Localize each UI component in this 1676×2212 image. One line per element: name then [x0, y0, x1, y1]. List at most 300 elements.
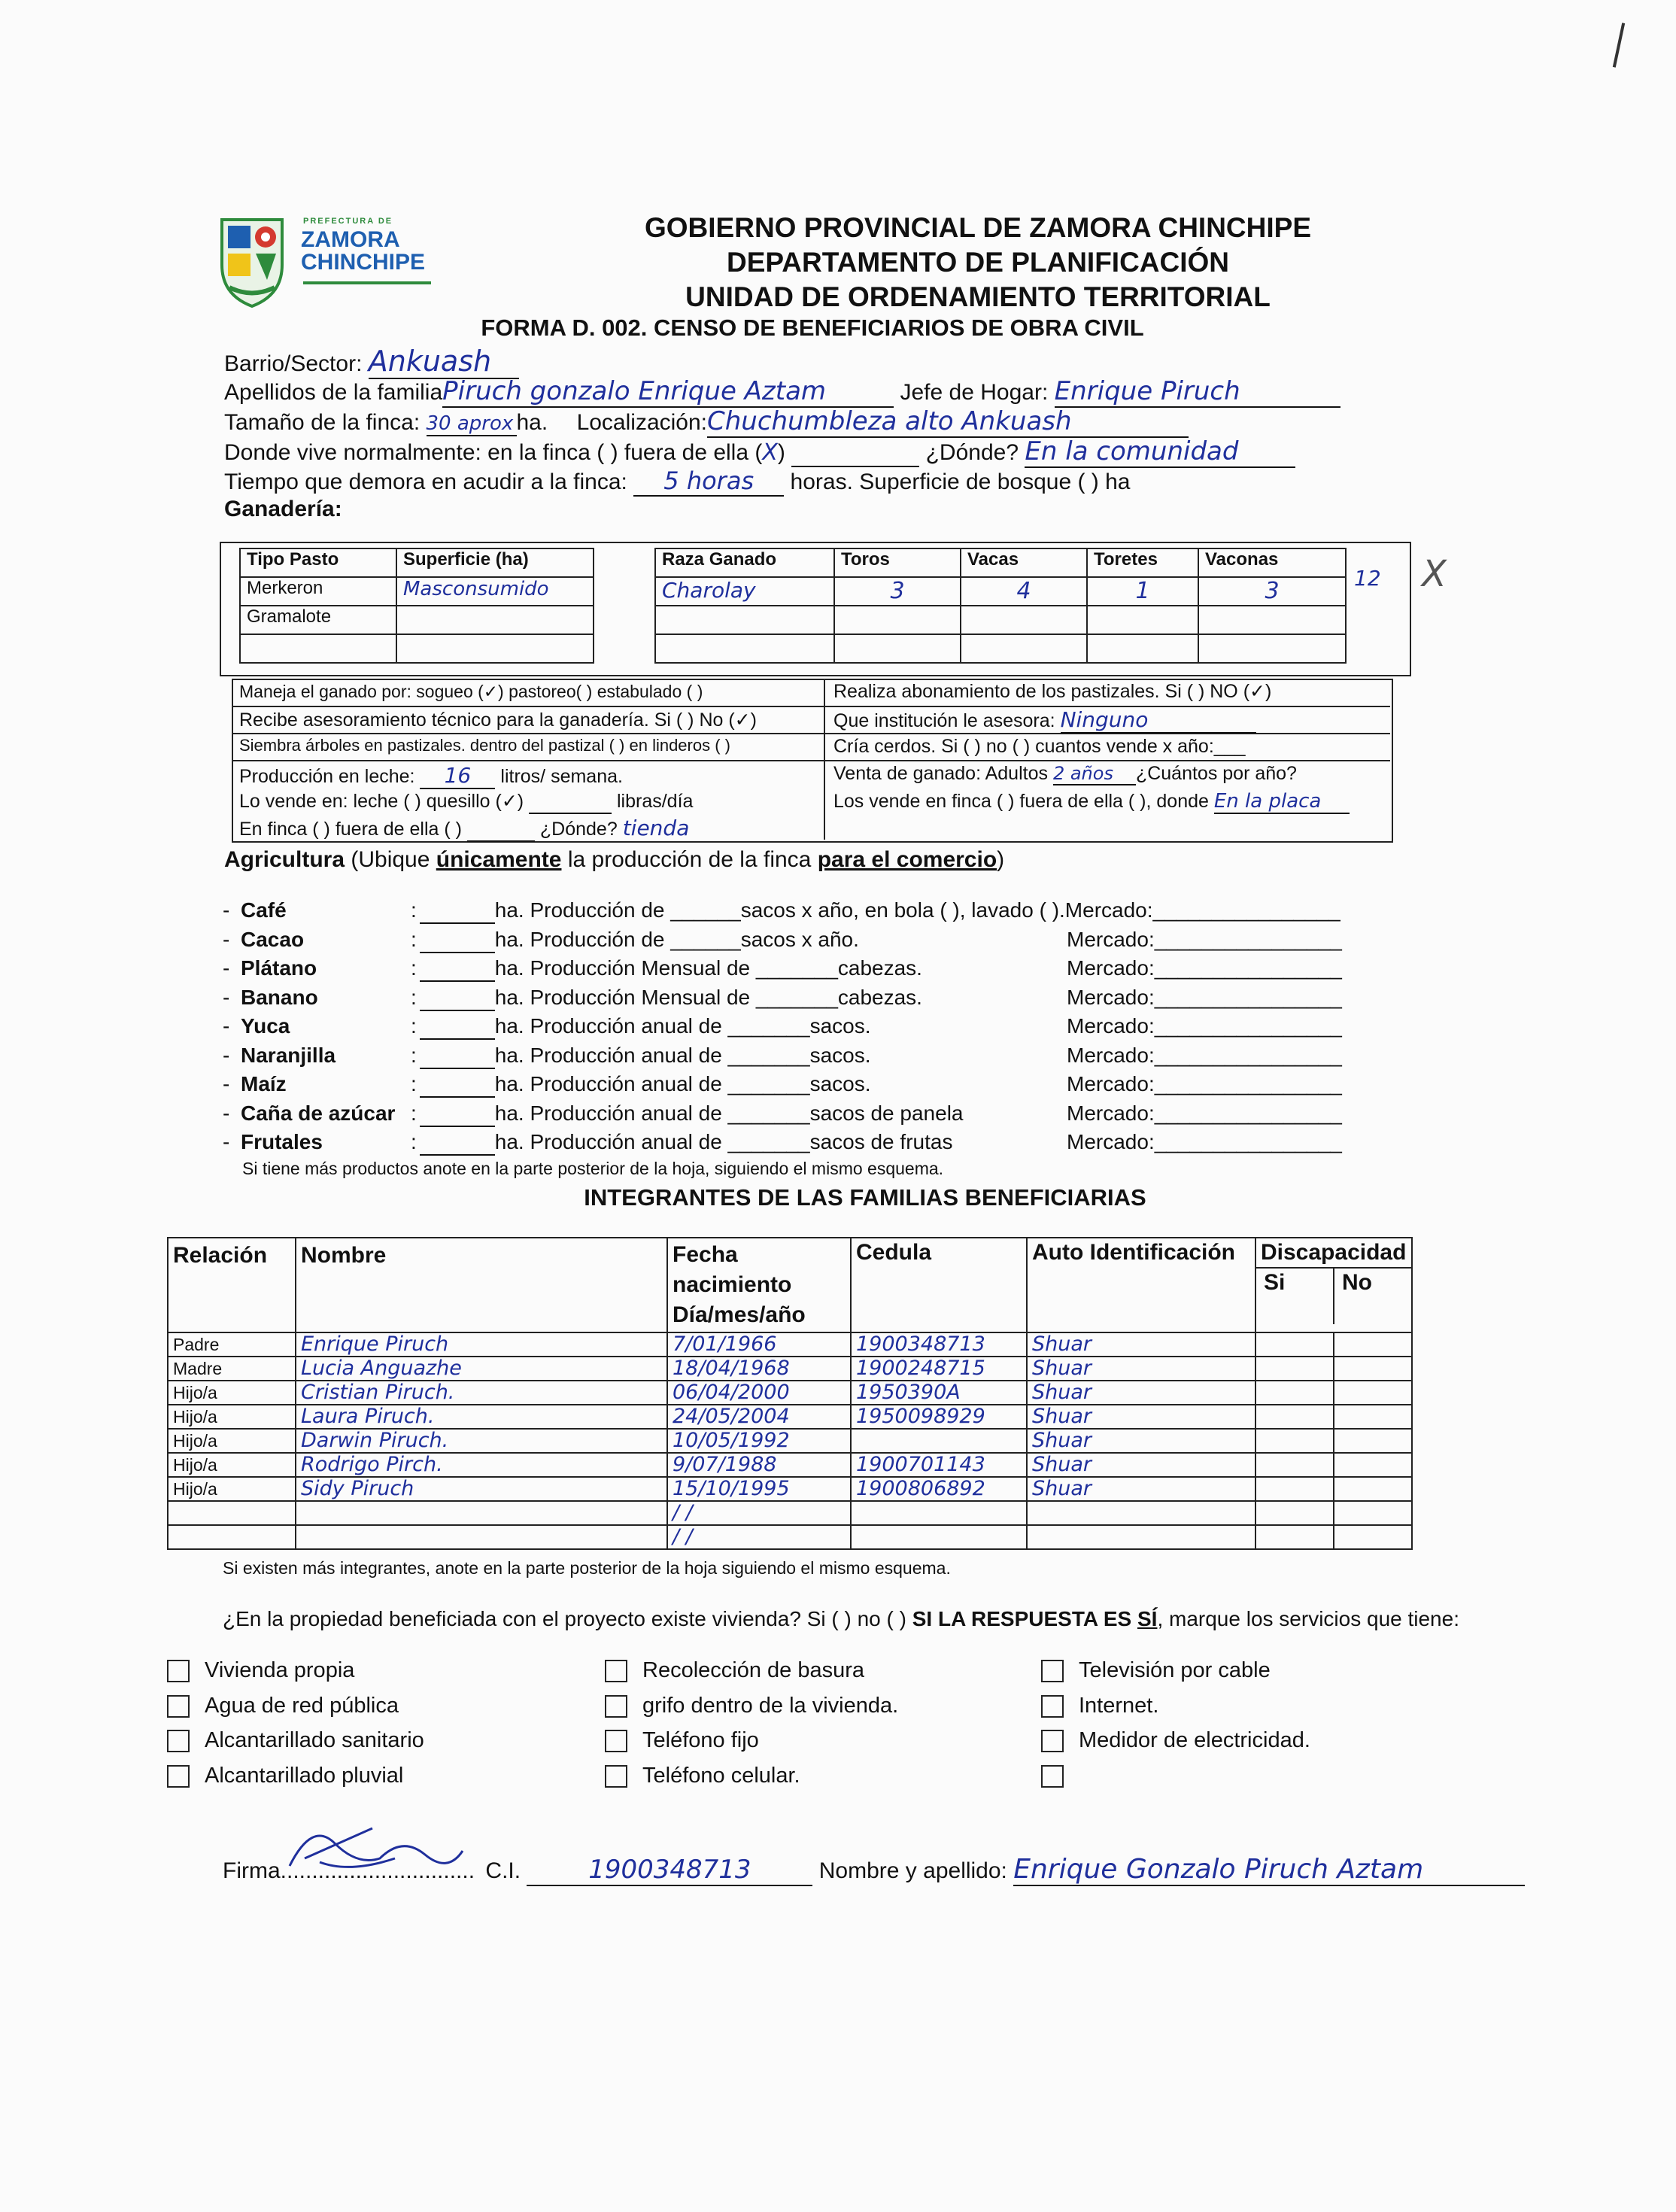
agri-ha-input[interactable]: [420, 956, 495, 982]
agri-colon: :: [411, 985, 417, 1009]
viv-q-a: ¿En la propiedad beneficiada con el proyecto existe vivienda? Si ( ) no ( ): [223, 1607, 912, 1630]
agri-crop-name: Maíz: [241, 1072, 287, 1095]
service-label: Medidor de electricidad.: [1079, 1728, 1310, 1752]
tiempo-label: Tiempo que demora en acudir a la finca:: [224, 469, 627, 494]
agri-ha-input[interactable]: [420, 1130, 495, 1156]
leche-value[interactable]: 16: [420, 763, 495, 789]
viv-q-c: SÍ: [1137, 1607, 1158, 1630]
agri-mercado[interactable]: Mercado:________________: [1067, 1014, 1342, 1038]
fam-cedula[interactable]: 1900348713: [851, 1332, 1027, 1357]
asesora-value[interactable]: Ninguno: [1061, 707, 1256, 734]
agri-mercado[interactable]: Mercado:________________: [1067, 927, 1342, 951]
firma-dots: ..............................: [287, 1858, 475, 1883]
table-row: [168, 1525, 1412, 1549]
familia-note: Si existen más integrantes, anote en la parte posterior de la hoja siguiendo el mismo esquema.: [223, 1558, 951, 1578]
ganado-vacas[interactable]: 4: [961, 577, 1087, 606]
fam-h-fecha1: Fecha: [673, 1242, 738, 1267]
pasto-r1v[interactable]: Masconsumido: [396, 577, 594, 606]
fam-relacion: [168, 1525, 296, 1549]
leche-label: Producción en leche:: [239, 766, 415, 787]
fam-disc-no[interactable]: [1334, 1333, 1411, 1356]
fam-disc-no[interactable]: [1334, 1454, 1411, 1476]
checkbox-icon[interactable]: [605, 1660, 627, 1682]
fam-fecha[interactable]: / /: [667, 1525, 851, 1549]
vive-line: [224, 436, 1295, 468]
ganado-empty-b5[interactable]: [1198, 634, 1346, 663]
manejo-divider: [824, 679, 825, 840]
fam-h-fecha2: nacimiento: [673, 1272, 792, 1297]
barrio-label: Barrio/Sector:: [224, 351, 363, 376]
fam-disc-no[interactable]: [1334, 1478, 1411, 1500]
fam-fecha[interactable]: 7/01/1966: [667, 1332, 851, 1357]
fam-disc-no[interactable]: [1334, 1405, 1411, 1428]
agri-row: - Maíz : ha. Producción anual de _______sacos.: [223, 1072, 871, 1098]
fam-h-auto: Auto Identificación: [1027, 1238, 1255, 1332]
fam-cedula[interactable]: 1900701143: [851, 1453, 1027, 1477]
ganado-raza[interactable]: Charolay: [655, 577, 834, 606]
pasto-r2: Gramalote: [240, 606, 396, 634]
agri-crop-name: Frutales: [241, 1130, 323, 1153]
manejo-l1: Maneja el ganado por: sogueo (✓) pastoreo( ) estabulado ( ): [239, 682, 703, 701]
ganado-table: [654, 548, 1347, 664]
fam-nombre[interactable]: Rodrigo Pirch.: [296, 1453, 667, 1477]
fam-auto[interactable]: [1027, 1525, 1255, 1549]
logo-zamora: ZAMORA: [301, 227, 400, 252]
pasto-r1: Merkeron: [240, 577, 396, 606]
fam-discapacidad[interactable]: [1255, 1429, 1412, 1453]
donde-value[interactable]: En la comunidad: [1025, 436, 1295, 468]
table-row: [168, 1429, 1412, 1453]
agri-ha-input[interactable]: [420, 1101, 495, 1127]
fam-discapacidad[interactable]: [1255, 1477, 1412, 1501]
service-label: Teléfono celular.: [642, 1763, 800, 1788]
agri-ha-input[interactable]: [420, 928, 495, 953]
vende-unit: libras/día: [617, 791, 694, 812]
donde3-value[interactable]: En la placa: [1214, 790, 1350, 814]
manejo-r1: Realiza abonamiento de los pastizales. Si ( ) NO (✓): [833, 681, 1272, 702]
service-option[interactable]: [1041, 1764, 1079, 1788]
agri-crop-text: ha. Producción anual de _______sacos de panela: [494, 1101, 964, 1125]
vive-mark[interactable]: X: [762, 439, 778, 466]
ganado-toretes[interactable]: 1: [1087, 577, 1198, 606]
ganado-empty-b3[interactable]: [961, 634, 1087, 663]
fam-disc-si[interactable]: [1256, 1405, 1334, 1428]
fam-fecha[interactable]: 9/07/1988: [667, 1453, 851, 1477]
checkbox-icon[interactable]: [167, 1765, 190, 1788]
ganado-empty-a5[interactable]: [1198, 606, 1346, 634]
fam-fecha[interactable]: / /: [667, 1501, 851, 1525]
localizacion-value[interactable]: Chuchumbleza alto Ankuash: [707, 406, 1189, 438]
fam-h-nombre: Nombre: [296, 1238, 667, 1332]
donde2-label: ¿Dónde?: [539, 819, 618, 840]
donde3-label: Los vende en finca ( ) fuera de ella ( ), donde: [833, 791, 1209, 812]
fam-h-cedula: Cedula: [851, 1238, 1027, 1332]
agri-colon: :: [411, 1043, 417, 1067]
manejo-r5: [833, 790, 1350, 814]
fam-nombre[interactable]: Enrique Piruch: [296, 1332, 667, 1357]
vive-blank: [791, 440, 919, 467]
agri-note: Si tiene más productos anote en la parte posterior de la hoja, siguiendo el mismo esquema.: [242, 1159, 944, 1178]
fam-auto[interactable]: Shuar: [1027, 1381, 1255, 1405]
agri-crop-text: ha. Producción de ______sacos x año.: [494, 927, 859, 951]
fam-cedula[interactable]: 1900248715: [851, 1357, 1027, 1381]
fam-nombre[interactable]: Laura Piruch.: [296, 1405, 667, 1429]
donde-label: ¿Dónde?: [925, 440, 1019, 465]
fam-discapacidad[interactable]: [1255, 1381, 1412, 1405]
fam-relacion: Madre: [168, 1357, 296, 1381]
fam-relacion: Hijo/a: [168, 1429, 296, 1453]
fam-auto[interactable]: Shuar: [1027, 1405, 1255, 1429]
agri-crop-text: ha. Producción anual de _______sacos.: [494, 1014, 871, 1038]
service-option[interactable]: [1041, 1694, 1158, 1718]
agri-mercado[interactable]: Mercado:________________: [1067, 985, 1342, 1009]
fam-cedula[interactable]: 1950390A: [851, 1381, 1027, 1405]
agri-crop-name: Plátano: [241, 956, 317, 980]
agri-rest2: la producción de la finca: [561, 847, 818, 872]
jefe-value[interactable]: Enrique Piruch: [1055, 376, 1340, 408]
venta-q: ¿Cuántos por año?: [1135, 763, 1297, 784]
table-row: [168, 1501, 1412, 1525]
service-label: grifo dentro de la vivienda.: [642, 1693, 899, 1718]
checkbox-icon[interactable]: [1041, 1660, 1064, 1682]
apellidos-value[interactable]: Piruch gonzalo Enrique Aztam: [442, 376, 894, 408]
fam-relacion: Hijo/a: [168, 1477, 296, 1501]
ganado-h-raza: Raza Ganado: [655, 548, 834, 577]
checkbox-icon[interactable]: [167, 1660, 190, 1682]
agri-ha-input[interactable]: [420, 1044, 495, 1069]
fam-disc-si[interactable]: [1256, 1478, 1334, 1500]
agri-row: - Cacao : ha. Producción de ______sacos x año.: [223, 928, 859, 953]
agri-u1: únicamente: [436, 847, 562, 872]
table-row: [168, 1332, 1412, 1357]
fam-auto[interactable]: Shuar: [1027, 1357, 1255, 1381]
service-option[interactable]: [1041, 1658, 1271, 1683]
fam-disc-si[interactable]: [1256, 1526, 1334, 1548]
service-option[interactable]: [167, 1658, 354, 1683]
service-label: Agua de red pública: [205, 1693, 399, 1718]
leche-unit: litros/ semana.: [500, 766, 623, 787]
fam-disc-si[interactable]: [1256, 1333, 1334, 1356]
venta-label: Venta de ganado: Adultos: [833, 763, 1048, 784]
finca-blank[interactable]: [467, 819, 535, 842]
agri-row: - Yuca : ha. Producción anual de _______sacos.: [223, 1014, 871, 1040]
service-label: Alcantarillado pluvial: [205, 1763, 404, 1788]
agri-crop-name: Naranjilla: [241, 1043, 336, 1067]
checkbox-icon[interactable]: [1041, 1730, 1064, 1752]
jefe-label: Jefe de Hogar:: [900, 380, 1049, 405]
fam-h-relacion: Relación: [168, 1238, 296, 1332]
tiempo-line: [224, 466, 1130, 497]
fam-cedula[interactable]: [851, 1501, 1027, 1525]
fam-disc-si[interactable]: [1256, 1430, 1334, 1452]
service-option[interactable]: [167, 1764, 403, 1788]
pasto-empty-2[interactable]: [396, 634, 594, 663]
checkbox-icon[interactable]: [605, 1695, 627, 1718]
service-option[interactable]: [605, 1694, 898, 1718]
ganado-empty-a3[interactable]: [961, 606, 1087, 634]
agri-colon: :: [411, 898, 417, 922]
fam-h-disc-sub: [1256, 1269, 1411, 1324]
barrio-line: [224, 345, 519, 379]
manejo-r4: [833, 763, 1297, 785]
agri-crop-text: ha. Producción Mensual de _______cabezas.: [494, 985, 922, 1009]
pasto-h1: Tipo Pasto: [240, 548, 396, 577]
tamano-unit: ha.: [516, 410, 548, 435]
agri-mercado[interactable]: Mercado:________________: [1067, 1101, 1342, 1125]
pasto-h2: Superficie (ha): [396, 548, 594, 577]
tamano-line: [224, 406, 1189, 438]
fam-relacion: Padre: [168, 1332, 296, 1357]
fam-h-disc: [1255, 1238, 1412, 1332]
agri-colon: :: [411, 1072, 417, 1095]
tamano-label: Tamaño de la finca:: [224, 410, 421, 435]
manejo-r3: Cría cerdos. Si ( ) no ( ) cuantos vende x año:___: [833, 736, 1246, 757]
agri-mercado[interactable]: Mercado:________________: [1067, 1072, 1342, 1095]
fam-disc-si[interactable]: [1256, 1502, 1334, 1524]
fam-nombre[interactable]: [296, 1501, 667, 1525]
viv-q-b: SI LA RESPUESTA ES: [912, 1607, 1137, 1630]
ganado-empty-a2[interactable]: [834, 606, 961, 634]
logo-small-text: PREFECTURA DE: [303, 217, 393, 226]
fam-nombre[interactable]: Lucia Anguazhe: [296, 1357, 667, 1381]
form-title: FORMA D. 002. CENSO DE BENEFICIARIOS DE OBRA CIVIL: [481, 314, 1144, 341]
vive-label: Donde vive normalmente: en la finca ( ) fuera de ella (: [224, 440, 763, 465]
nombre-value[interactable]: Enrique Gonzalo Piruch Aztam: [1013, 1854, 1525, 1886]
agri-crop-name: Banano: [241, 985, 318, 1009]
pasto-r2v[interactable]: [396, 606, 594, 634]
fam-disc-si[interactable]: [1256, 1357, 1334, 1380]
agri-row: - Banano : ha. Producción Mensual de _______cabezas.: [223, 986, 922, 1011]
fam-cedula[interactable]: 1900806892: [851, 1477, 1027, 1501]
logo-underline: [303, 281, 431, 284]
checkbox-icon[interactable]: [1041, 1765, 1064, 1788]
fam-relacion: Hijo/a: [168, 1453, 296, 1477]
familia-table: [167, 1237, 1413, 1550]
fam-cedula[interactable]: 1950098929: [851, 1405, 1027, 1429]
fam-discapacidad[interactable]: [1255, 1357, 1412, 1381]
agri-ha-input[interactable]: [420, 898, 495, 924]
nombre-label: Nombre y apellido:: [818, 1858, 1007, 1883]
localizacion-label: Localización:: [576, 410, 707, 435]
agri-mercado[interactable]: Mercado:________________: [1067, 956, 1342, 980]
pasto-empty-1: [240, 634, 396, 663]
tamano-value[interactable]: 30 aprox: [427, 412, 517, 436]
service-label: Teléfono fijo: [642, 1728, 759, 1752]
prefectura-shield-icon: [214, 212, 290, 310]
agri-title: Agricultura: [224, 847, 345, 872]
checkbox-icon[interactable]: [605, 1730, 627, 1752]
fam-auto[interactable]: Shuar: [1027, 1332, 1255, 1357]
vende-blank[interactable]: [529, 791, 612, 814]
checkbox-icon[interactable]: [605, 1765, 627, 1788]
service-label: Internet.: [1079, 1693, 1159, 1718]
service-option[interactable]: [167, 1728, 424, 1753]
agri-mercado[interactable]: Mercado:________________: [1067, 1043, 1342, 1067]
fam-disc-no[interactable]: [1334, 1430, 1411, 1452]
fam-cedula[interactable]: [851, 1429, 1027, 1453]
fam-disc-si[interactable]: [1256, 1381, 1334, 1404]
fam-disc-si[interactable]: [1256, 1454, 1334, 1476]
donde2-value[interactable]: tienda: [622, 816, 690, 840]
tiempo-value[interactable]: 5 horas: [633, 466, 784, 497]
ganado-toros[interactable]: 3: [834, 577, 961, 606]
ci-value[interactable]: 1900348713: [527, 1855, 812, 1886]
firma-label: Firma.: [223, 1858, 287, 1883]
agricultura-title: [224, 847, 1004, 873]
fam-discapacidad[interactable]: [1255, 1453, 1412, 1477]
service-label: Alcantarillado sanitario: [205, 1728, 424, 1752]
service-label: Recolección de basura: [642, 1658, 865, 1682]
agri-u2: para el comercio: [817, 847, 997, 872]
manejo-l3: Siembra árboles en pastizales. dentro del pastizal ( ) en linderos ( ): [239, 736, 730, 755]
fam-h-si: Si: [1256, 1269, 1334, 1324]
fam-nombre[interactable]: Cristian Piruch.: [296, 1381, 667, 1405]
manejo-l5: [239, 790, 693, 814]
header-line1: GOBIERNO PROVINCIAL DE ZAMORA CHINCHIPE: [645, 212, 1311, 243]
finca-label: En finca ( ) fuera de ella ( ): [239, 819, 462, 840]
fam-fecha[interactable]: 06/04/2000: [667, 1381, 851, 1405]
fam-discapacidad[interactable]: [1255, 1332, 1412, 1357]
agri-colon: :: [411, 927, 417, 951]
apellidos-label: Apellidos de la familia: [224, 380, 443, 405]
vivienda-question: [223, 1607, 1459, 1631]
fam-nombre[interactable]: Sidy Piruch: [296, 1477, 667, 1501]
ganado-empty-b1[interactable]: [655, 634, 834, 663]
service-option[interactable]: [605, 1728, 759, 1753]
checkbox-icon[interactable]: [167, 1730, 190, 1752]
table-row: [168, 1357, 1412, 1381]
fam-nombre[interactable]: [296, 1525, 667, 1549]
service-label: Vivienda propia: [205, 1658, 355, 1682]
fam-auto[interactable]: Shuar: [1027, 1429, 1255, 1453]
barrio-value[interactable]: Ankuash: [369, 345, 519, 379]
agri-crop-name: Caña de azúcar: [241, 1101, 396, 1125]
fam-disc-no[interactable]: [1334, 1526, 1411, 1548]
agri-ha-input[interactable]: [420, 1072, 495, 1098]
ganado-vaconas[interactable]: 3: [1198, 577, 1346, 606]
ganado-h-toretes: Toretes: [1087, 548, 1198, 577]
fam-fecha[interactable]: 15/10/1995: [667, 1477, 851, 1501]
table-row: [168, 1381, 1412, 1405]
agri-crop-text: ha. Producción anual de _______sacos.: [494, 1072, 871, 1095]
fam-relacion: Hijo/a: [168, 1405, 296, 1429]
margin-x-mark: X: [1422, 553, 1447, 595]
ganado-h-vaconas: Vaconas: [1198, 548, 1346, 577]
fam-discapacidad[interactable]: [1255, 1405, 1412, 1429]
fam-relacion: [168, 1501, 296, 1525]
header-line2: DEPARTAMENTO DE PLANIFICACIÓN: [726, 247, 1230, 278]
fam-disc-no[interactable]: [1334, 1357, 1411, 1380]
table-row: [168, 1405, 1412, 1429]
ganado-h-toros: Toros: [834, 548, 961, 577]
agri-crop-name: Cacao: [241, 927, 305, 951]
fam-fecha[interactable]: 10/05/1992: [667, 1429, 851, 1453]
ganado-total: 12: [1354, 566, 1381, 591]
agri-crop-text: ha. Producción Mensual de _______cabezas.: [494, 956, 922, 980]
service-option[interactable]: [167, 1694, 399, 1718]
service-option[interactable]: [605, 1658, 864, 1683]
familia-title: INTEGRANTES DE LAS FAMILIAS BENEFICIARIAS: [584, 1184, 1146, 1211]
manejo-r2: [833, 707, 1256, 734]
fam-nombre[interactable]: Darwin Piruch.: [296, 1429, 667, 1453]
ganado-empty-a4[interactable]: [1087, 606, 1198, 634]
agri-ha-input[interactable]: [420, 1014, 495, 1040]
checkbox-icon[interactable]: [167, 1695, 190, 1718]
apellidos-line: [224, 376, 1340, 408]
ganado-empty-a1[interactable]: [655, 606, 834, 634]
ganado-empty-b4[interactable]: [1087, 634, 1198, 663]
table-row: [168, 1477, 1412, 1501]
service-option[interactable]: [605, 1764, 800, 1788]
agri-colon: :: [411, 956, 417, 980]
agri-mercado[interactable]: Mercado:________________: [1067, 1130, 1342, 1153]
fam-auto[interactable]: Shuar: [1027, 1477, 1255, 1501]
fam-fecha[interactable]: 18/04/1968: [667, 1357, 851, 1381]
service-option[interactable]: [1041, 1728, 1310, 1753]
agri-crop-text: ha. Producción anual de _______sacos de frutas: [494, 1130, 953, 1153]
venta-value[interactable]: 2 años: [1053, 763, 1136, 785]
agri-crop-text: ha. Producción de ______sacos x año, en bola ( ), lavado ( ).Mercado:________________: [494, 898, 1340, 922]
prefectura-logo: [214, 212, 440, 310]
header-line3: UNIDAD DE ORDENAMIENTO TERRITORIAL: [685, 281, 1271, 312]
corner-mark: [1613, 23, 1625, 68]
manejo-l2: Recibe asesoramiento técnico para la ganadería. Si ( ) No (✓): [239, 709, 757, 731]
fam-h-fecha3: Día/mes/año: [673, 1302, 806, 1327]
fam-auto[interactable]: Shuar: [1027, 1453, 1255, 1477]
agri-crop-name: Yuca: [241, 1014, 290, 1038]
signature-scribble: [282, 1813, 470, 1881]
agri-colon: :: [411, 1101, 417, 1125]
agri-end: ): [997, 847, 1005, 872]
agri-row: - Frutales : ha. Producción anual de _______sacos de frutas: [223, 1130, 952, 1156]
agri-colon: :: [411, 1014, 417, 1038]
agri-crop-text: ha. Producción anual de _______sacos.: [494, 1043, 871, 1067]
viv-q-d: , marque los servicios que tiene:: [1157, 1607, 1459, 1630]
fam-auto[interactable]: [1027, 1501, 1255, 1525]
fam-cedula[interactable]: [851, 1525, 1027, 1549]
asesora-label: Que institución le asesora:: [833, 710, 1055, 731]
fam-discapacidad[interactable]: [1255, 1501, 1412, 1525]
fam-h-no: No: [1342, 1270, 1372, 1295]
fam-disc-no[interactable]: [1334, 1502, 1411, 1524]
manejo-hline-3: [232, 760, 1390, 761]
agri-rest1: (Ubique: [345, 847, 436, 872]
agri-colon: :: [411, 1130, 417, 1153]
logo-chinchipe: CHINCHIPE: [301, 250, 426, 275]
fam-fecha[interactable]: 24/05/2004: [667, 1405, 851, 1429]
fam-discapacidad[interactable]: [1255, 1525, 1412, 1549]
agri-row: - Naranjilla : ha. Producción anual de _______sacos.: [223, 1044, 871, 1069]
ganado-empty-b2[interactable]: [834, 634, 961, 663]
agri-ha-input[interactable]: [420, 986, 495, 1011]
checkbox-icon[interactable]: [1041, 1695, 1064, 1718]
ganaderia-title: Ganadería:: [224, 497, 342, 521]
agri-row: - Plátano : ha. Producción Mensual de _______cabezas.: [223, 956, 922, 982]
agri-crop-name: Café: [241, 898, 287, 922]
table-row: [168, 1453, 1412, 1477]
agri-row: - Café : ha. Producción de ______sacos x año, en bola ( ), lavado ( ).Mercado:________________: [223, 898, 1340, 924]
vive-close: ): [777, 440, 785, 465]
manejo-l4: [239, 763, 623, 789]
manejo-l6: [239, 816, 689, 842]
ganado-h-vacas: Vacas: [961, 548, 1087, 577]
pasto-table: [239, 548, 594, 664]
ci-label: C.I.: [485, 1858, 521, 1883]
fam-disc-no[interactable]: [1334, 1381, 1411, 1404]
fam-relacion: Hijo/a: [168, 1381, 296, 1405]
fam-h-fecha: [667, 1238, 851, 1332]
service-label: Televisión por cable: [1079, 1658, 1271, 1682]
